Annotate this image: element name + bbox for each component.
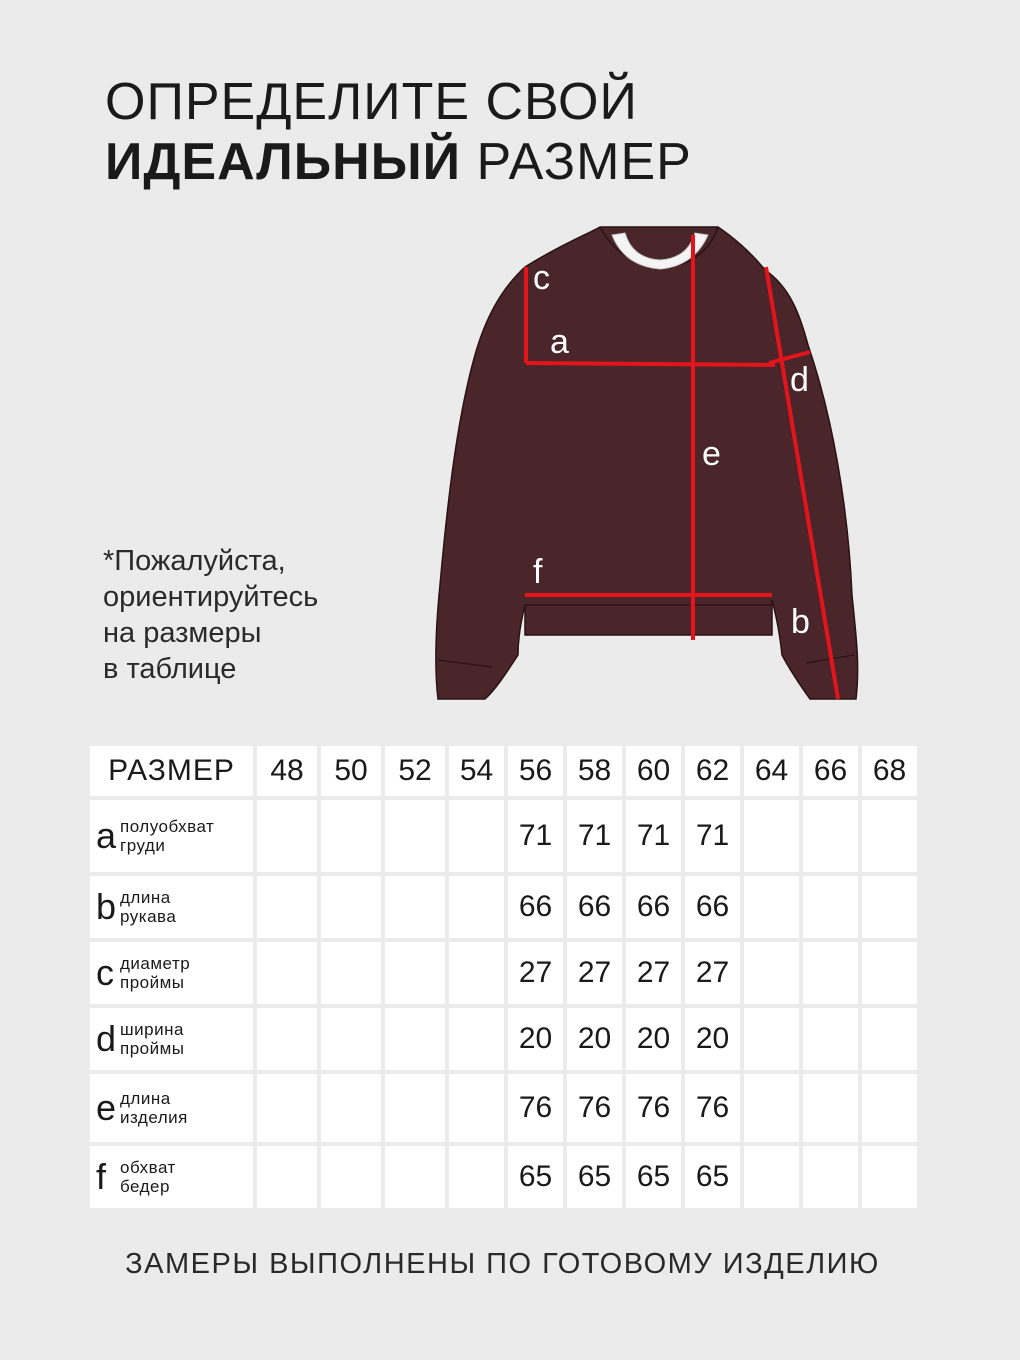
size-value-cell: 27 (626, 942, 681, 1004)
size-value-cell (744, 800, 799, 872)
size-value-cell: 71 (626, 800, 681, 872)
size-value-cell (862, 1146, 917, 1208)
size-value-cell (321, 1008, 381, 1070)
table-row (90, 1008, 917, 1070)
row-desc-line: изделия (120, 1108, 188, 1127)
size-table (86, 742, 921, 1212)
size-header-cell: 62 (685, 746, 740, 796)
table-row (90, 876, 917, 938)
size-value-cell: 27 (685, 942, 740, 1004)
row-desc-line: длина (120, 1089, 171, 1108)
size-value-cell (449, 800, 504, 872)
size-header-label: РАЗМЕР (90, 746, 253, 796)
size-value-cell (385, 1146, 445, 1208)
row-label-inner (96, 954, 253, 992)
size-value-cell (321, 942, 381, 1004)
size-value-cell (744, 876, 799, 938)
row-desc-line: ширина (120, 1020, 184, 1039)
table-row (90, 942, 917, 1004)
row-label (90, 1074, 253, 1142)
size-header-cell: 54 (449, 746, 504, 796)
row-desc-line: проймы (120, 1039, 185, 1058)
label-b: b (791, 603, 810, 641)
size-value-cell (803, 800, 858, 872)
size-header-cell: 68 (862, 746, 917, 796)
size-value-cell (257, 800, 317, 872)
size-value-cell (449, 942, 504, 1004)
size-value-cell (449, 876, 504, 938)
size-value-cell (862, 1008, 917, 1070)
size-value-cell (449, 1074, 504, 1142)
size-header-cell: 58 (567, 746, 622, 796)
footer-note: ЗАМЕРЫ ВЫПОЛНЕНЫ ПО ГОТОВОМУ ИЗДЕЛИЮ (125, 1248, 880, 1280)
size-value-cell (321, 800, 381, 872)
row-letter: b (96, 886, 117, 927)
row-description (120, 1020, 185, 1058)
row-label-inner (96, 888, 253, 926)
row-desc-line: диаметр (120, 954, 191, 973)
note-line: на размеры (103, 617, 262, 649)
row-description (120, 1089, 188, 1127)
size-value-cell (385, 800, 445, 872)
row-label-inner (96, 817, 253, 855)
size-value-cell: 76 (508, 1074, 563, 1142)
row-description (120, 954, 190, 992)
table-header-row (90, 746, 917, 796)
size-value-cell (257, 1074, 317, 1142)
note-line: ориентируйтесь (103, 581, 319, 613)
row-label (90, 1008, 253, 1070)
size-value-cell (862, 800, 917, 872)
size-value-cell (449, 1008, 504, 1070)
size-value-cell (321, 1074, 381, 1142)
size-value-cell (862, 876, 917, 938)
row-desc-line: длина (120, 888, 171, 907)
row-description (120, 817, 214, 855)
size-value-cell (744, 1074, 799, 1142)
row-label (90, 876, 253, 938)
label-c: c (533, 259, 550, 297)
size-value-cell: 27 (567, 942, 622, 1004)
measure-a (526, 363, 775, 365)
label-d: d (790, 361, 809, 399)
size-value-cell: 71 (508, 800, 563, 872)
row-desc-line: груди (120, 836, 166, 855)
size-value-cell (257, 876, 317, 938)
size-value-cell: 20 (508, 1008, 563, 1070)
size-value-cell: 65 (508, 1146, 563, 1208)
size-value-cell (803, 1008, 858, 1070)
size-value-cell (449, 1146, 504, 1208)
size-value-cell (744, 942, 799, 1004)
size-value-cell (862, 1074, 917, 1142)
size-value-cell: 27 (508, 942, 563, 1004)
size-value-cell: 20 (567, 1008, 622, 1070)
size-value-cell (803, 876, 858, 938)
row-letter: f (96, 1156, 107, 1197)
size-header-cell: 50 (321, 746, 381, 796)
row-letter: e (96, 1087, 117, 1128)
table-row (90, 1146, 917, 1208)
size-value-cell (257, 1146, 317, 1208)
size-value-cell: 66 (508, 876, 563, 938)
title-bold-word: ИДЕАЛЬНЫЙ (105, 133, 461, 191)
size-value-cell: 66 (567, 876, 622, 938)
size-header-cell: 66 (803, 746, 858, 796)
label-e: e (702, 435, 721, 473)
size-value-cell (385, 876, 445, 938)
size-value-cell: 66 (626, 876, 681, 938)
size-value-cell: 66 (685, 876, 740, 938)
size-value-cell (385, 1074, 445, 1142)
size-header-cell: 56 (508, 746, 563, 796)
size-value-cell: 20 (685, 1008, 740, 1070)
row-desc-line: проймы (120, 973, 185, 992)
row-label (90, 942, 253, 1004)
page-title (105, 72, 692, 192)
row-desc-line: обхват (120, 1158, 176, 1177)
row-label-inner (96, 1158, 253, 1196)
row-letter: c (96, 952, 114, 993)
row-description (120, 1158, 176, 1196)
row-description (120, 888, 176, 926)
size-value-cell: 65 (626, 1146, 681, 1208)
row-letter: a (96, 815, 117, 856)
note-line: в таблице (103, 653, 237, 685)
size-value-cell (321, 876, 381, 938)
row-desc-line: бедер (120, 1177, 170, 1196)
row-label (90, 1146, 253, 1208)
size-value-cell (257, 942, 317, 1004)
size-value-cell (803, 1074, 858, 1142)
label-f: f (533, 553, 543, 591)
size-header-cell: 52 (385, 746, 445, 796)
size-value-cell (744, 1008, 799, 1070)
label-a: a (550, 323, 569, 361)
size-value-cell: 71 (685, 800, 740, 872)
size-value-cell: 20 (626, 1008, 681, 1070)
size-value-cell: 76 (626, 1074, 681, 1142)
size-value-cell: 76 (685, 1074, 740, 1142)
title-rest-word: РАЗМЕР (476, 133, 692, 191)
size-value-cell (257, 1008, 317, 1070)
size-value-cell: 76 (567, 1074, 622, 1142)
size-header-cell: 64 (744, 746, 799, 796)
size-value-cell (803, 1146, 858, 1208)
size-value-cell (744, 1146, 799, 1208)
note-line: *Пожалуйста, (103, 545, 286, 577)
title-line-1: ОПРЕДЕЛИТЕ СВОЙ (105, 73, 638, 131)
size-value-cell: 65 (685, 1146, 740, 1208)
row-letter: d (96, 1018, 117, 1059)
sweatshirt-diagram (420, 215, 870, 705)
size-value-cell (385, 1008, 445, 1070)
size-value-cell (385, 942, 445, 1004)
row-label-inner (96, 1020, 253, 1058)
size-value-cell (862, 942, 917, 1004)
size-header-cell: 60 (626, 746, 681, 796)
size-header-cell: 48 (257, 746, 317, 796)
table-row (90, 800, 917, 872)
table-row (90, 1074, 917, 1142)
row-label-inner (96, 1089, 253, 1127)
row-desc-line: полуобхват (120, 817, 215, 836)
size-value-cell: 65 (567, 1146, 622, 1208)
size-note (103, 543, 423, 687)
size-value-cell: 71 (567, 800, 622, 872)
row-label (90, 800, 253, 872)
size-value-cell (321, 1146, 381, 1208)
title-line-2 (105, 132, 692, 192)
row-desc-line: рукава (120, 907, 177, 926)
size-value-cell (803, 942, 858, 1004)
